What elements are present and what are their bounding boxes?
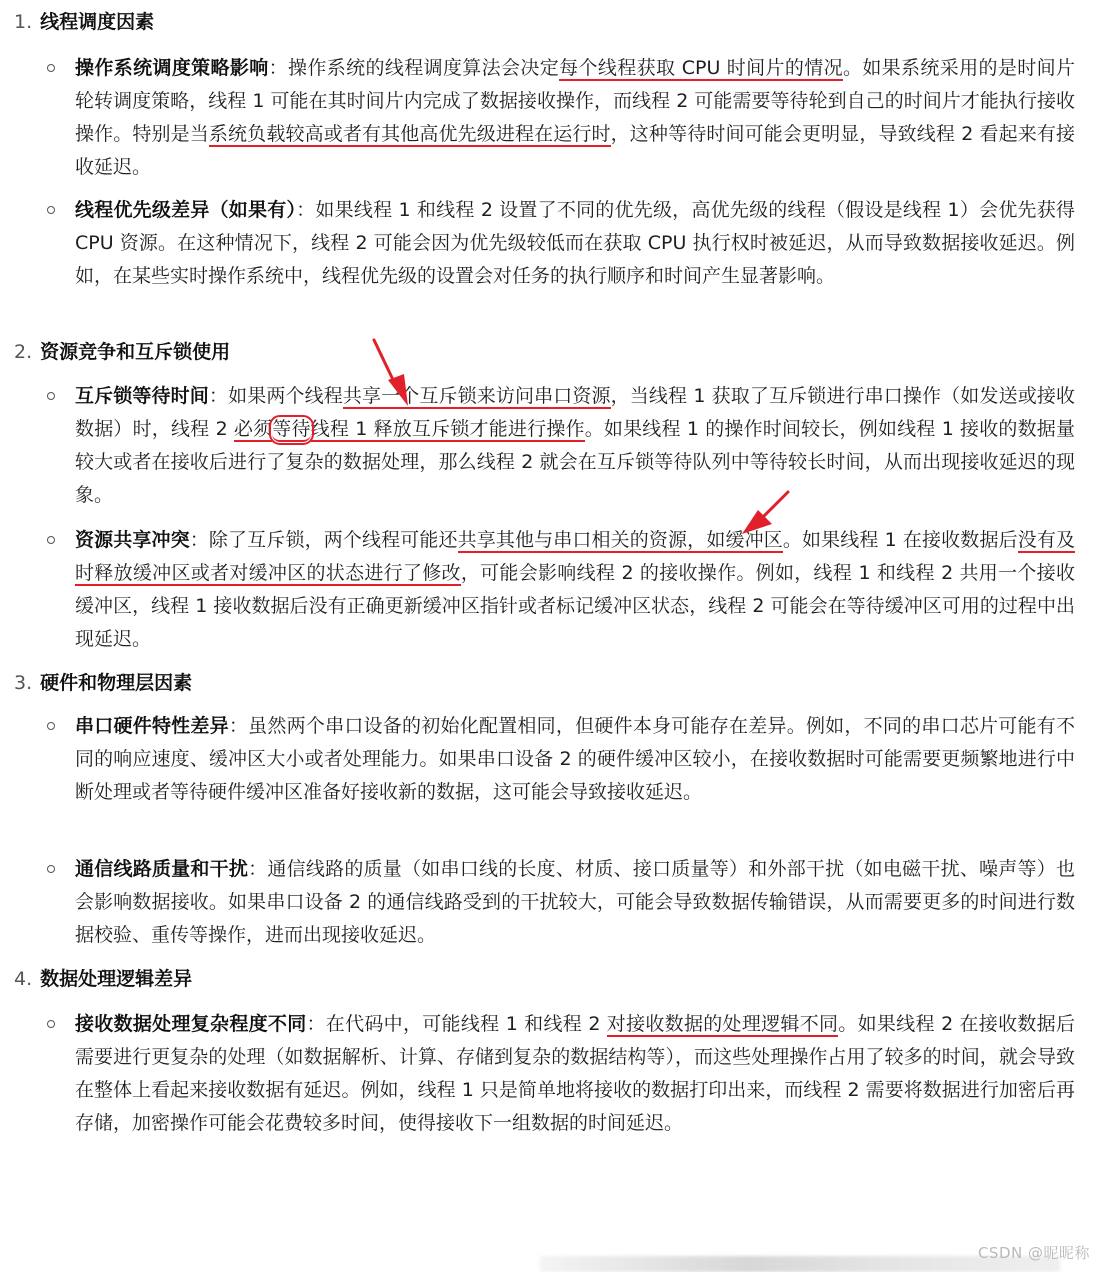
term-separator: ： — [248, 858, 268, 880]
underlined-text: 必须 — [233, 418, 273, 440]
text-segment: 。如果线程 1 在接收数据后 — [782, 529, 1018, 551]
text-segment: 操作系统的线程调度算法会决定 — [288, 57, 560, 79]
bullet-icon — [47, 64, 55, 72]
underlined-text: 共享其他与串口相关的资源，如缓冲区 — [457, 529, 783, 551]
item-term: 串口硬件特性差异 — [75, 715, 229, 737]
term-separator: ： — [306, 1013, 326, 1035]
text-segment: 。如果系统采用的是时间片轮转调度策略，线程 1 可能在其时间片内完成了数据接收操作，而线程 2 可能需要等待轮到自己的时间片才能执行接收操作。特别是当 — [75, 57, 1075, 145]
text-segment: 在代码中，可能线程 1 和线程 2 — [325, 1013, 607, 1035]
text-segment: 。如果线程 1 的操作时间较长，例如线程 1 接收的数据量较大或者在接收后进行了复杂的数据处理，那么线程 2 就会在互斥锁等待队列中等待较长时间，从而出现接收延迟的现象。 — [75, 418, 1075, 506]
section-title: 硬件和物理层因素 — [40, 672, 193, 694]
underlined-text: 共享一个互斥锁来访问串口资源 — [342, 385, 611, 407]
underlined-text: 等待 — [272, 418, 311, 440]
item-paragraph — [75, 380, 1075, 512]
text-segment: ，当线程 1 获取了互斥锁进行串口操作（如发送或接收数据）时，线程 2 — [75, 385, 1075, 440]
section-number: 3. — [14, 672, 33, 694]
section-title: 线程调度因素 — [40, 11, 155, 33]
bullet-icon — [47, 722, 55, 730]
bullet-icon — [47, 206, 55, 214]
red-arrow-icon — [738, 488, 794, 538]
item-term: 互斥锁等待时间 — [75, 385, 209, 407]
term-separator: ： — [268, 57, 289, 79]
text-segment: 虽然两个串口设备的初始化配置相同，但硬件本身可能存在差异。例如，不同的串口芯片可能有不同的响应速度、缓冲区大小或者处理能力。如果串口设备 2 的硬件缓冲区较小，在接收数据时可能需要更频繁地进行中断处理或者等待硬件缓冲区准备好接收新的数据，这可能会导致接收延迟。 — [75, 715, 1075, 803]
item-paragraph — [75, 194, 1075, 293]
section-heading — [14, 963, 192, 995]
text-segment: 除了互斥锁，两个线程可能还 — [208, 529, 458, 551]
term-separator: ： — [208, 385, 229, 407]
item-term: 线程优先级差异（如果有） — [75, 199, 297, 221]
watermark: CSDN @昵昵称 — [977, 1244, 1090, 1262]
underlined-text: 每个线程获取 CPU 时间片的情况 — [559, 57, 843, 79]
bullet-icon — [47, 536, 55, 544]
term-separator: ： — [189, 529, 209, 551]
item-term: 操作系统调度策略影响 — [75, 57, 269, 79]
section-title: 数据处理逻辑差异 — [40, 968, 193, 990]
underlined-text: 系统负载较高或者有其他高优先级进程在运行时 — [208, 123, 611, 145]
item-term: 资源共享冲突 — [75, 529, 190, 551]
term-separator: ： — [296, 199, 316, 221]
text-segment: 如果线程 1 和线程 2 设置了不同的优先级，高优先级的线程（假设是线程 1）会优先获得 CPU 资源。在这种情况下，线程 2 可能会因为优先级较低而在获取 CPU 执行权时被延迟，从而导致数据接收延迟。例如，在某些实时操作系统中，线程优先级的设置会对任务的执行顺序和时间产生显著影响。 — [75, 199, 1075, 287]
item-term: 接收数据处理复杂程度不同 — [75, 1013, 307, 1035]
item-term: 通信线路质量和干扰 — [75, 858, 249, 880]
underlined-text: 线程 1 释放互斥锁才能进行操作 — [310, 418, 585, 440]
bullet-icon — [47, 392, 55, 400]
red-arrow-icon — [368, 336, 418, 416]
section-heading — [14, 336, 230, 368]
item-paragraph — [75, 524, 1075, 656]
item-paragraph — [75, 1008, 1075, 1140]
item-paragraph — [75, 710, 1075, 809]
item-paragraph — [75, 52, 1075, 184]
item-paragraph — [75, 853, 1075, 952]
bullet-icon — [47, 865, 55, 873]
bullet-icon — [47, 1020, 55, 1028]
section-heading — [14, 6, 154, 38]
text-segment: 如果两个线程 — [228, 385, 343, 407]
underlined-text: 对接收数据的处理逻辑不同 — [606, 1013, 839, 1035]
section-number: 1. — [14, 11, 33, 33]
section-title: 资源竞争和互斥锁使用 — [40, 341, 231, 363]
section-number: 4. — [14, 968, 33, 990]
text-segment: 。如果线程 2 在接收数据后需要进行更复杂的处理（如数据解析、计算、存储到复杂的数据结构等），而这些处理操作占用了较多的时间，就会导致在整体上看起来接收数据有延迟。例如，线程 1 只是简单地将接收的数据打印出来，而线程 2 需要将数据进行加密后再存储，加密操作可能会花费较多时间，使得接收下一组数据的时间延迟。 — [75, 1013, 1075, 1134]
section-heading — [14, 667, 192, 699]
text-segment: ，这种等待时间可能会更明显，导致线程 2 看起来有接收延迟。 — [75, 123, 1075, 178]
underlined-text: 没有及时释放缓冲区或者对缓冲区的状态进行了修改 — [75, 529, 1075, 584]
text-segment: ，可能会影响线程 2 的接收操作。例如，线程 1 和线程 2 共用一个接收缓冲区，线程 1 接收数据后没有正确更新缓冲区指针或者标记缓冲区状态，线程 2 可能会在等待缓冲区可用的过程中出现延迟。 — [75, 562, 1075, 650]
text-segment: 通信线路的质量（如串口线的长度、材质、接口质量等）和外部干扰（如电磁干扰、噪声等）也会影响数据接收。如果串口设备 2 的通信线路受到的干扰较大，可能会导致数据传输错误，从而需要更多的时间进行数据校验、重传等操作，进而出现接收延迟。 — [75, 858, 1075, 946]
section-number: 2. — [14, 341, 33, 363]
term-separator: ： — [228, 715, 249, 737]
